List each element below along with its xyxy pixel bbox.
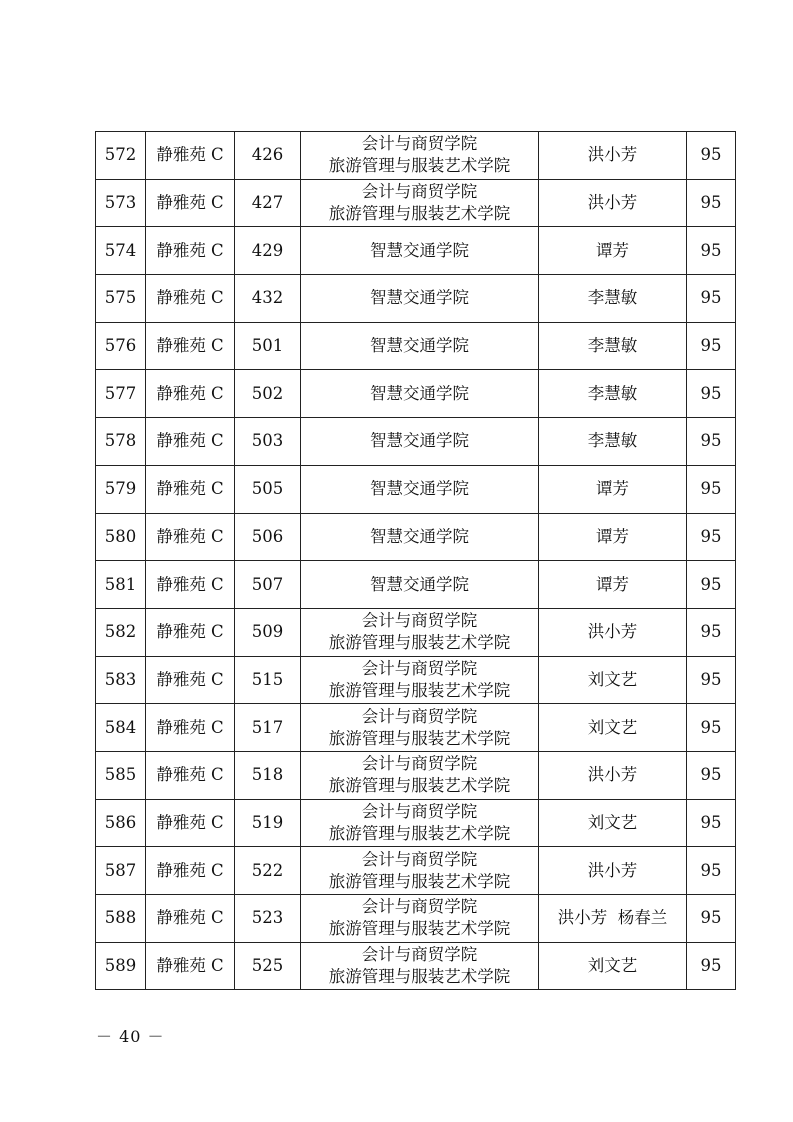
table-row <box>96 799 736 847</box>
table-row <box>96 847 736 895</box>
room-cell: 505 <box>235 465 301 513</box>
row-number-cell: 585 <box>96 751 146 799</box>
college-cell <box>301 227 539 275</box>
building-cell: 静雅苑 C <box>146 895 235 943</box>
person-cell: 李慧敏 <box>539 370 687 418</box>
row-number-cell: 589 <box>96 942 146 990</box>
table-row <box>96 322 736 370</box>
table-row <box>96 513 736 561</box>
room-cell: 519 <box>235 799 301 847</box>
score-cell: 95 <box>687 704 736 752</box>
score-cell: 95 <box>687 561 736 609</box>
college-line: 智慧交通学院 <box>370 526 469 546</box>
score-cell: 95 <box>687 370 736 418</box>
row-number-cell: 583 <box>96 656 146 704</box>
building-cell: 静雅苑 C <box>146 322 235 370</box>
college-line: 会计与商贸学院 <box>361 182 478 202</box>
person-cell: 李慧敏 <box>539 275 687 323</box>
person-cell: 刘文艺 <box>539 656 687 704</box>
person-cell: 刘文艺 <box>539 942 687 990</box>
college-line: 旅游管理与服装艺术学院 <box>328 776 511 796</box>
person-cell: 洪小芳 <box>539 179 687 227</box>
score-cell: 95 <box>687 751 736 799</box>
score-cell: 95 <box>687 275 736 323</box>
score-cell: 95 <box>687 799 736 847</box>
college-cell <box>301 656 539 704</box>
building-cell: 静雅苑 C <box>146 608 235 656</box>
college-line: 旅游管理与服装艺术学院 <box>328 680 511 700</box>
score-cell: 95 <box>687 847 736 895</box>
room-cell: 502 <box>235 370 301 418</box>
college-line: 智慧交通学院 <box>370 288 469 308</box>
table-row <box>96 275 736 323</box>
college-cell <box>301 275 539 323</box>
room-cell: 427 <box>235 179 301 227</box>
table-row <box>96 418 736 466</box>
score-cell: 95 <box>687 465 736 513</box>
table-row <box>96 751 736 799</box>
score-cell: 95 <box>687 322 736 370</box>
score-cell: 95 <box>687 418 736 466</box>
college-line: 旅游管理与服装艺术学院 <box>328 633 511 653</box>
college-cell <box>301 751 539 799</box>
college-cell <box>301 799 539 847</box>
person-cell: 洪小芳 <box>539 847 687 895</box>
college-line: 智慧交通学院 <box>370 336 469 356</box>
score-cell: 95 <box>687 942 736 990</box>
table-row <box>96 561 736 609</box>
table-row <box>96 465 736 513</box>
score-cell: 95 <box>687 179 736 227</box>
room-cell: 523 <box>235 895 301 943</box>
college-line: 旅游管理与服装艺术学院 <box>328 871 511 891</box>
person-cell: 李慧敏 <box>539 418 687 466</box>
college-line: 会计与商贸学院 <box>361 945 478 965</box>
building-cell: 静雅苑 C <box>146 132 235 180</box>
building-cell: 静雅苑 C <box>146 275 235 323</box>
person-cell: 洪小芳 <box>539 751 687 799</box>
building-cell: 静雅苑 C <box>146 847 235 895</box>
college-line: 旅游管理与服装艺术学院 <box>328 156 511 176</box>
college-cell <box>301 465 539 513</box>
table-row <box>96 656 736 704</box>
score-cell: 95 <box>687 656 736 704</box>
room-cell: 525 <box>235 942 301 990</box>
row-number-cell: 587 <box>96 847 146 895</box>
college-cell <box>301 370 539 418</box>
college-line: 会计与商贸学院 <box>361 754 478 774</box>
table-row <box>96 608 736 656</box>
building-cell: 静雅苑 C <box>146 370 235 418</box>
row-number-cell: 579 <box>96 465 146 513</box>
room-cell: 518 <box>235 751 301 799</box>
row-number-cell: 576 <box>96 322 146 370</box>
dormitory-score-table <box>95 131 736 990</box>
table-row <box>96 704 736 752</box>
college-cell <box>301 132 539 180</box>
college-line: 会计与商贸学院 <box>361 849 478 869</box>
room-cell: 426 <box>235 132 301 180</box>
building-cell: 静雅苑 C <box>146 179 235 227</box>
table-row <box>96 370 736 418</box>
row-number-cell: 586 <box>96 799 146 847</box>
college-line: 会计与商贸学院 <box>361 658 478 678</box>
room-cell: 503 <box>235 418 301 466</box>
building-cell: 静雅苑 C <box>146 656 235 704</box>
college-line: 旅游管理与服装艺术学院 <box>328 728 511 748</box>
score-cell: 95 <box>687 513 736 561</box>
row-number-cell: 575 <box>96 275 146 323</box>
college-cell <box>301 513 539 561</box>
row-number-cell: 577 <box>96 370 146 418</box>
college-line: 会计与商贸学院 <box>361 134 478 154</box>
building-cell: 静雅苑 C <box>146 561 235 609</box>
row-number-cell: 578 <box>96 418 146 466</box>
room-cell: 432 <box>235 275 301 323</box>
row-number-cell: 581 <box>96 561 146 609</box>
row-number-cell: 572 <box>96 132 146 180</box>
room-cell: 509 <box>235 608 301 656</box>
table-row <box>96 895 736 943</box>
person-cell: 李慧敏 <box>539 322 687 370</box>
row-number-cell: 580 <box>96 513 146 561</box>
page-number: － 40 － <box>96 1027 165 1046</box>
score-cell: 95 <box>687 227 736 275</box>
college-line: 智慧交通学院 <box>370 240 469 260</box>
college-line: 会计与商贸学院 <box>361 706 478 726</box>
row-number-cell: 584 <box>96 704 146 752</box>
college-cell <box>301 322 539 370</box>
college-line: 智慧交通学院 <box>370 431 469 451</box>
college-line: 旅游管理与服装艺术学院 <box>328 919 511 939</box>
room-cell: 429 <box>235 227 301 275</box>
person-cell: 谭芳 <box>539 465 687 513</box>
table-row <box>96 132 736 180</box>
college-line: 智慧交通学院 <box>370 574 469 594</box>
college-cell <box>301 179 539 227</box>
person-cell: 洪小芳 杨春兰 <box>539 895 687 943</box>
room-cell: 501 <box>235 322 301 370</box>
person-cell: 谭芳 <box>539 227 687 275</box>
building-cell: 静雅苑 C <box>146 227 235 275</box>
person-cell: 谭芳 <box>539 513 687 561</box>
table-row <box>96 942 736 990</box>
score-cell: 95 <box>687 608 736 656</box>
building-cell: 静雅苑 C <box>146 704 235 752</box>
person-cell: 洪小芳 <box>539 132 687 180</box>
row-number-cell: 574 <box>96 227 146 275</box>
building-cell: 静雅苑 C <box>146 942 235 990</box>
college-line: 会计与商贸学院 <box>361 801 478 821</box>
room-cell: 506 <box>235 513 301 561</box>
score-cell: 95 <box>687 895 736 943</box>
college-line: 旅游管理与服装艺术学院 <box>328 967 511 987</box>
college-cell <box>301 847 539 895</box>
row-number-cell: 582 <box>96 608 146 656</box>
building-cell: 静雅苑 C <box>146 751 235 799</box>
person-cell: 洪小芳 <box>539 608 687 656</box>
building-cell: 静雅苑 C <box>146 465 235 513</box>
room-cell: 522 <box>235 847 301 895</box>
college-line: 会计与商贸学院 <box>361 897 478 917</box>
college-cell <box>301 608 539 656</box>
college-cell <box>301 942 539 990</box>
row-number-cell: 573 <box>96 179 146 227</box>
college-cell <box>301 704 539 752</box>
person-cell: 刘文艺 <box>539 799 687 847</box>
college-cell <box>301 895 539 943</box>
room-cell: 517 <box>235 704 301 752</box>
college-line: 会计与商贸学院 <box>361 611 478 631</box>
person-cell: 谭芳 <box>539 561 687 609</box>
building-cell: 静雅苑 C <box>146 418 235 466</box>
row-number-cell: 588 <box>96 895 146 943</box>
college-line: 旅游管理与服装艺术学院 <box>328 823 511 843</box>
college-line: 智慧交通学院 <box>370 479 469 499</box>
score-cell: 95 <box>687 132 736 180</box>
table-row <box>96 227 736 275</box>
college-line: 旅游管理与服装艺术学院 <box>328 204 511 224</box>
table-body <box>96 132 736 990</box>
college-cell <box>301 561 539 609</box>
college-cell <box>301 418 539 466</box>
room-cell: 507 <box>235 561 301 609</box>
room-cell: 515 <box>235 656 301 704</box>
college-line: 智慧交通学院 <box>370 383 469 403</box>
table-row <box>96 179 736 227</box>
building-cell: 静雅苑 C <box>146 513 235 561</box>
person-cell: 刘文艺 <box>539 704 687 752</box>
building-cell: 静雅苑 C <box>146 799 235 847</box>
